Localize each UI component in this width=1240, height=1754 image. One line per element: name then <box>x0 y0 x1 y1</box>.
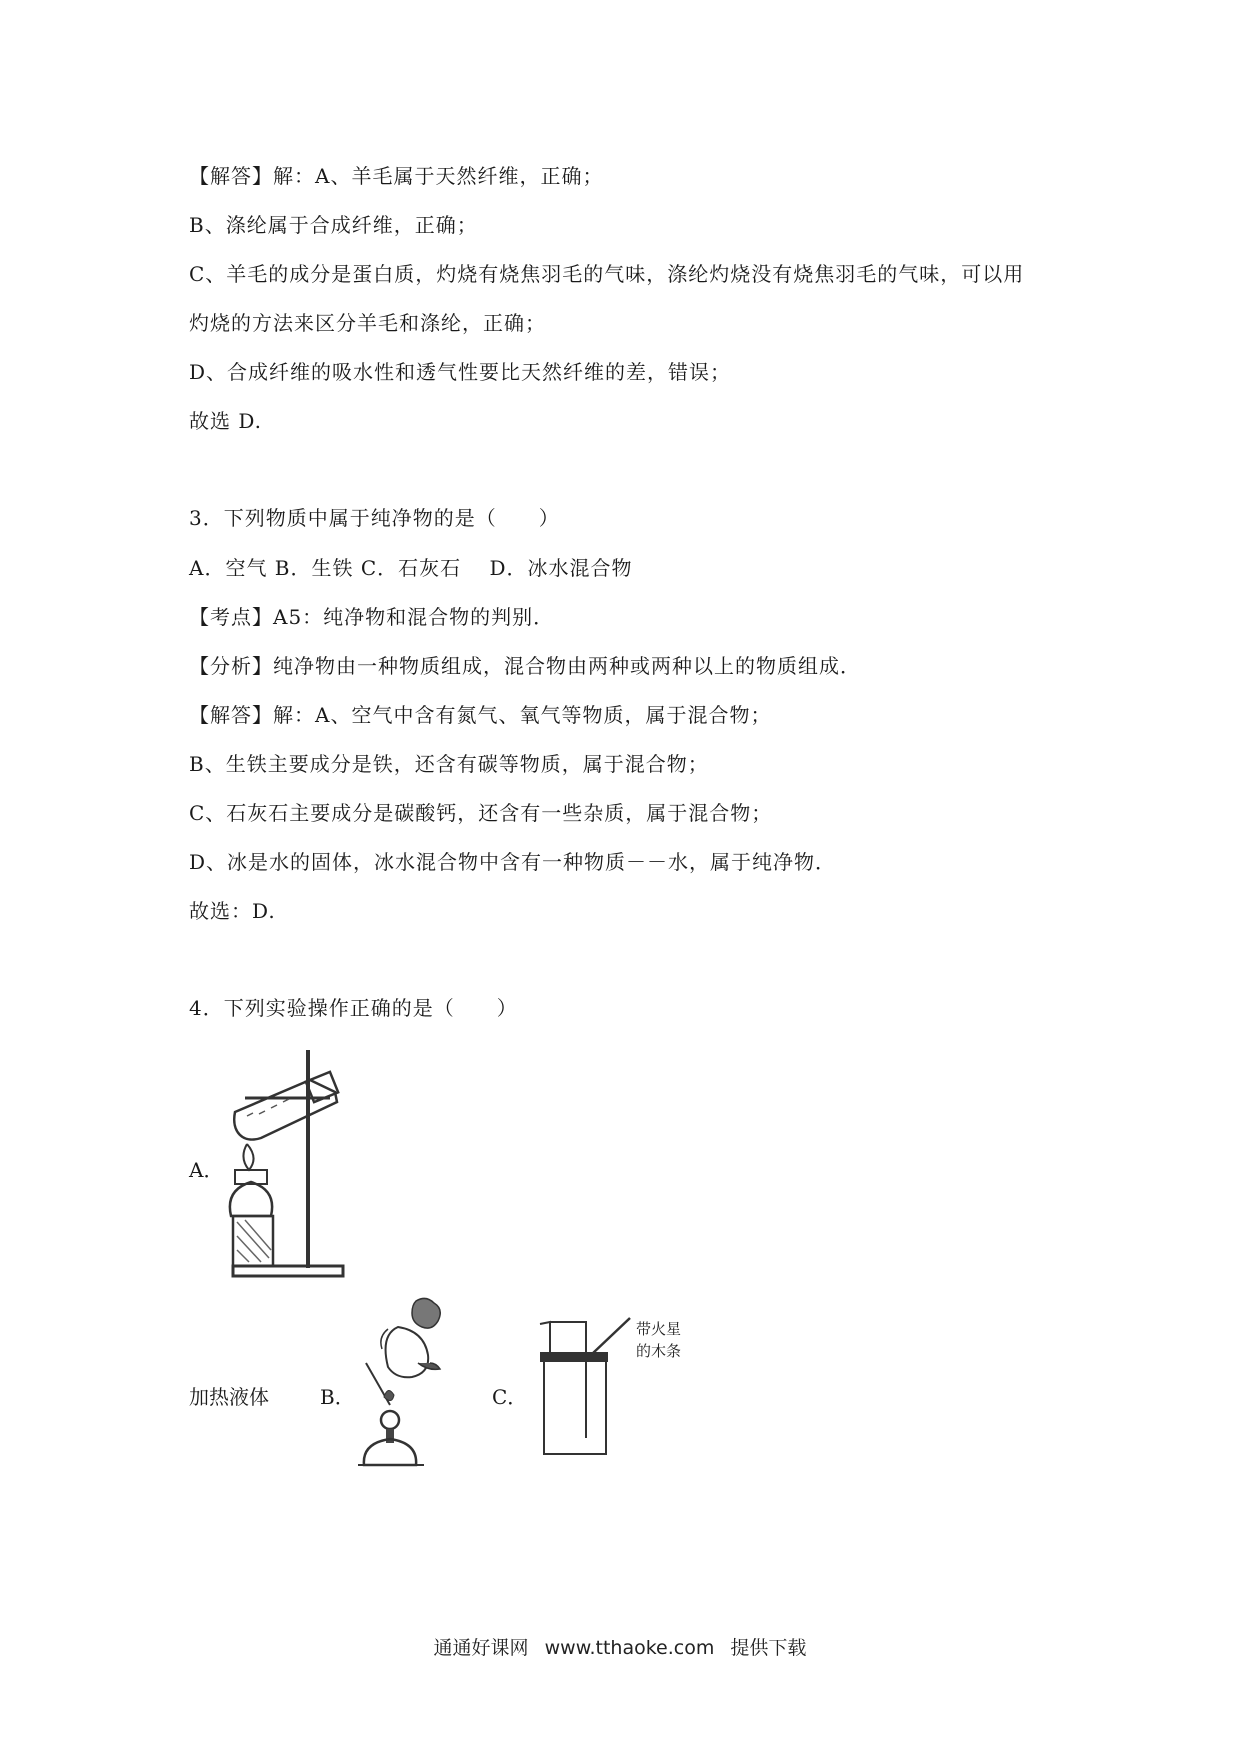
answer-c-line: C、羊毛的成分是蛋白质，灼烧有烧焦羽毛的气味，涤纶灼烧没有烧焦羽毛的气味，可以用 <box>189 262 1025 286</box>
question-3-c: C、石灰石主要成分是碳酸钙，还含有一些杂质，属于混合物； <box>189 801 773 825</box>
answer-selection: 故选 D. <box>189 409 263 433</box>
question-4: 4．下列实验操作正确的是（ ） <box>189 996 518 1020</box>
oxygen-test-label-2: 的木条 <box>636 1342 682 1360</box>
oxygen-test-figure <box>530 1310 700 1460</box>
question-3-options: A．空气 B．生铁 C．石灰石 D．冰水混合物 <box>189 556 633 580</box>
option-c-label: C． <box>492 1385 528 1409</box>
page-footer <box>0 1633 1240 1660</box>
question-3-d: D、冰是水的固体，冰水混合物中含有一种物质－－水，属于纯净物． <box>189 850 837 874</box>
question-3-fenxi: 【分析】纯净物由一种物质组成，混合物由两种或两种以上的物质组成． <box>189 654 861 678</box>
answer-b-line: B、涤纶属于合成纤维，正确； <box>189 213 478 237</box>
footer-site-name: 通通好课网 <box>433 1637 529 1659</box>
answer-c-line-cont: 灼烧的方法来区分羊毛和涤纶，正确； <box>189 311 546 335</box>
option-b-label: B． <box>320 1385 355 1409</box>
footer-url[interactable]: www.tthaoke.com <box>544 1637 715 1659</box>
option-a-label: A． <box>189 1158 224 1182</box>
question-3-jieda: 【解答】解：A、空气中含有氮气、氧气等物质，属于混合物； <box>189 703 772 727</box>
question-3-kaodian: 【考点】A5：纯净物和混合物的判别． <box>189 605 555 629</box>
alcohol-lamp-lighting-figure <box>358 1295 478 1475</box>
oxygen-test-label-1: 带火星 <box>636 1320 682 1338</box>
question-3-selection: 故选：D. <box>189 899 276 923</box>
question-3-b: B、生铁主要成分是铁，还含有碳等物质，属于混合物； <box>189 752 709 776</box>
answer-a-line: 【解答】解：A、羊毛属于天然纤维，正确； <box>189 164 604 188</box>
answer-d-line: D、合成纤维的吸水性和透气性要比天然纤维的差，错误； <box>189 360 732 384</box>
question-3: 3．下列物质中属于纯净物的是（ ） <box>189 506 560 530</box>
footer-suffix: 提供下载 <box>730 1637 807 1659</box>
heating-liquid-figure <box>225 1040 355 1280</box>
option-a-caption: 加热液体 <box>189 1385 269 1409</box>
